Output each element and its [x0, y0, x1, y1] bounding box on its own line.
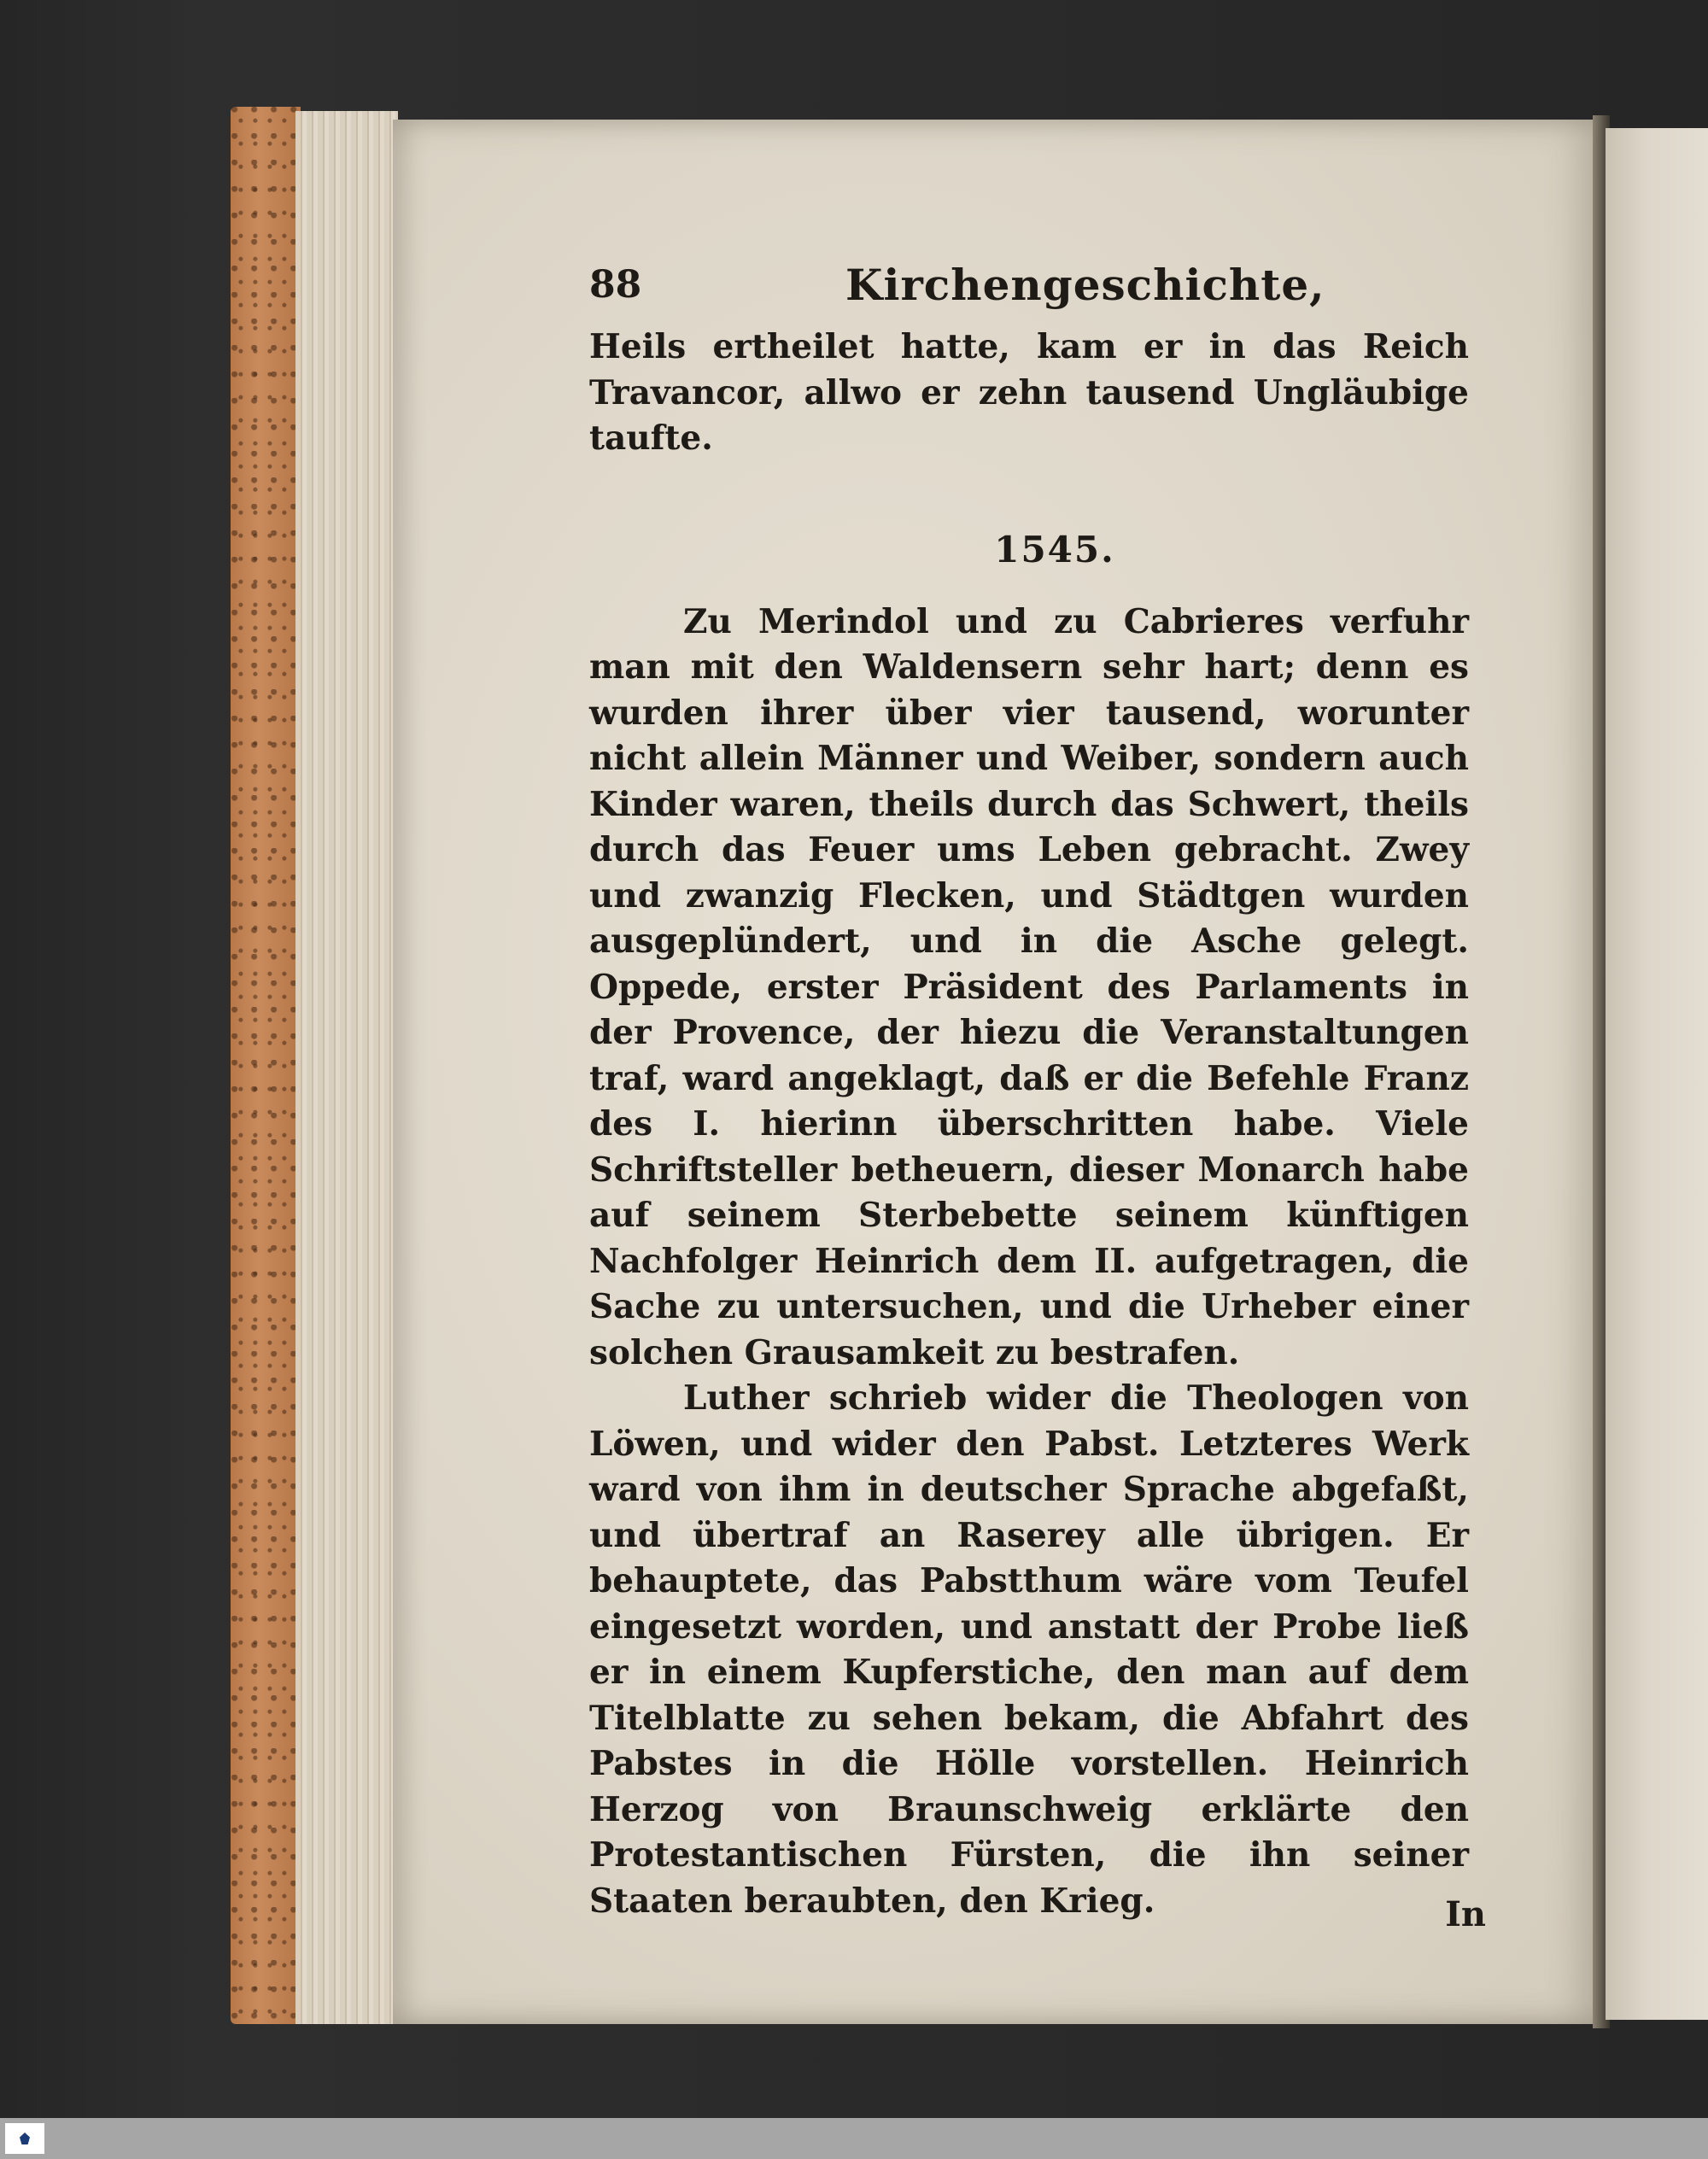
catchword: In	[1445, 1894, 1486, 1934]
page-header	[589, 256, 1469, 325]
year-heading: 1545.	[994, 528, 1115, 570]
library-logo-icon	[20, 2133, 30, 2144]
opening-paragraph: Heils ertheilet hatte, kam er in das Reich Travancor, allwo er zehn tausend Ungläubige taufte.	[589, 327, 1469, 458]
library-logo	[5, 2123, 44, 2154]
paragraph-merindol: Zu Merindol und zu Cabrieres verfuhr man mit den Waldensern sehr hart; denn es wurden ihrer über vier tausend, worunter nicht allein Männer und Weiber, sondern auch Kinder waren, theils durch das Schwert, theils durch das Feuer ums Leben gebracht. Zwey und zwanzig Flecken, und Städtgen wurden ausgeplündert, und in die Asche gelegt. Oppede, erster Präsident des Parlaments in der Provence, der hiezu die Veranstaltungen traf, ward angeklagt, daß er die Befehle Franz des I. hierinn überschritten habe. Viele Schriftsteller betheuern, dieser Monarch habe auf seinem Sterbebette seinem künftigen Nachfolger Heinrich dem II. aufgetragen, die Sache zu untersuchen, und die Urheber einer solchen Grausamkeit zu bestrafen.	[589, 601, 1469, 1372]
printed-text	[589, 256, 1486, 1934]
page-number: 88	[589, 263, 642, 307]
viewer-bottom-bar	[0, 2118, 1708, 2159]
page-stack	[295, 111, 398, 2024]
book-fore-edge	[231, 107, 301, 2024]
running-head: Kirchengeschichte,	[845, 260, 1325, 310]
paragraph-luther: Luther schrieb wider die Theologen von Löwen, und wider den Pabst. Letzteres Werk ward von ihm in deutscher Sprache abgefaßt, und übertraf an Raserey alle übrigen. Er behauptete, das Pabstthum wäre vom Teufel eingesetzt worden, und anstatt der Probe ließ er in einem Kupferstiche, den man auf dem Titelblatte zu sehen bekam, die Abfahrt des Pabstes in die Hölle vorstellen. Heinrich Herzog von Braunschweig erklärte den Protestantischen Fürsten, die ihn seiner Staaten beraubten, den Krieg.	[589, 1378, 1469, 1921]
facing-page	[1606, 128, 1708, 2020]
